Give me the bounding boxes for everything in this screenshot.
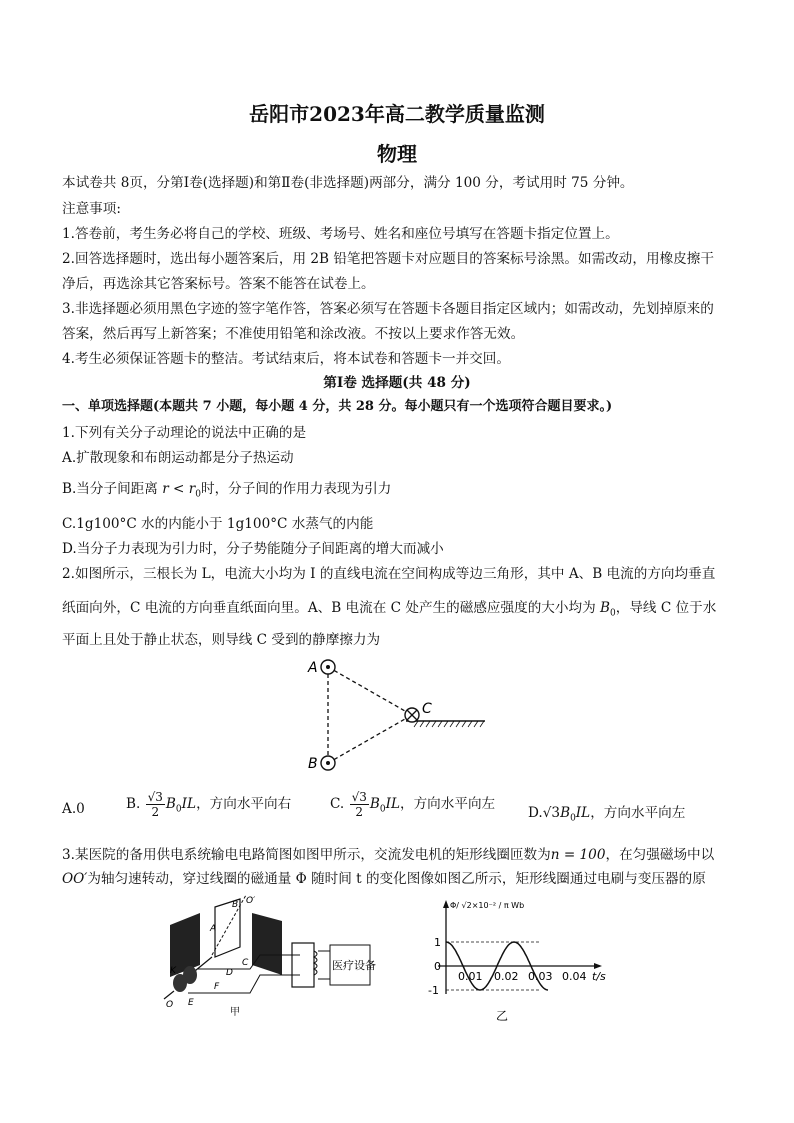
note-2a: 2.回答选择题时，选出每小题答案后，用 2B 铅笔把答题卡对应题目的答案标号涂黑。如需改动，用橡皮擦干 xyxy=(62,251,714,267)
x-tick-004: 0.04 xyxy=(562,970,587,983)
q3-generator-figure xyxy=(160,895,400,1020)
note-3a: 3.非选择题必须用黑色字迹的签字笔作答，答案必须写在答题卡各题目指定区域内；如需改动，先划掉原来的 xyxy=(62,301,714,317)
q1-stem: 1.下列有关分子动理论的说法中正确的是 xyxy=(62,425,307,441)
x-tick-002: 0.02 xyxy=(494,970,519,983)
q3-line-2 xyxy=(62,870,706,888)
label-d: D xyxy=(226,968,233,978)
side-bc xyxy=(328,715,412,763)
q2-b-post: ，方向水平向右 xyxy=(196,796,292,812)
q1-option-c: C.1g100°C 水的内能小于 1g100°C 水蒸气的内能 xyxy=(62,516,374,532)
caption-yi: 乙 xyxy=(496,1009,509,1023)
x-tick-003: 0.03 xyxy=(528,970,553,983)
x-axis-label: t/s xyxy=(592,970,606,983)
q2-option-a: A.0 xyxy=(62,801,85,817)
note-1: 1.答卷前，考生务必将自己的学校、班级、考场号、姓名和座位号填写在答题卡指定位置上。 xyxy=(62,226,619,242)
label-o: O xyxy=(166,1000,174,1010)
label-o-prime: O′ xyxy=(246,896,256,906)
q2-line-3: 平面上且处于静止状态，则导线 C 受到的静摩擦力为 xyxy=(62,632,381,648)
q3-line-2-post: 为轴匀速转动，穿过线圈的磁通量 Φ 随时间 t 的变化图像如图乙所示，矩形线圈通过电刷与变压器的原 xyxy=(87,871,706,887)
q2-c-post: ，方向水平向左 xyxy=(400,796,496,812)
medical-device-label: 医疗设备 xyxy=(332,959,376,972)
q1-option-d: D.当分子力表现为引力时，分子势能随分子间距离的增大而减小 xyxy=(62,541,444,557)
q2-option-b: B. $\frac{√3}{2}$ $B_0IL$，方向水平向右 xyxy=(126,790,292,819)
note-4: 4.考生必须保证答题卡的整洁。考试结束后，将本试卷和答题卡一并交回。 xyxy=(62,351,510,367)
q3-flux-graph xyxy=(410,898,610,1028)
y-axis-label: Φ/ √2×10⁻² / π Wb xyxy=(450,901,525,910)
note-3b: 答案，然后再写上新答案；不准使用铅笔和涂改液。不按以上要求作答无效。 xyxy=(62,326,525,342)
q1-b-pre: B.当分子间距离 xyxy=(62,481,158,497)
exam-title: 岳阳市2023年高二教学质量监测 xyxy=(249,102,545,126)
label-a: A xyxy=(308,660,318,676)
q3-n: n = 100 xyxy=(550,847,606,863)
intro-line: 本试卷共 8页，分第Ⅰ卷(选择题)和第Ⅱ卷(非选择题)两部分，满分 100 分，考试用时 75 分钟。 xyxy=(62,175,634,191)
label-a: A xyxy=(210,924,217,934)
q2-line-2: 纸面向外，C 电流的方向垂直纸面向里。A、B 电流在 C 处产生的磁感应强度的大小均为 $B_0$，导线 C 位于水 xyxy=(62,600,717,619)
label-b: B xyxy=(308,756,318,772)
notes-heading: 注意事项: xyxy=(62,201,121,217)
q2-option-c: C. $\frac{√3}{2}$ $B_0IL$，方向水平向左 xyxy=(330,790,496,819)
section-heading: 一、单项选择题(本题共 7 小题，每小题 4 分，共 28 分。每小题只有一个选项符合题目要求。) xyxy=(62,399,613,414)
subject-title: 物理 xyxy=(377,142,417,166)
q2-line-1: 2.如图所示，三根长为 L，电流大小均为 I 的直线电流在空间构成等边三角形，其中 A、B 电流的方向均垂直 xyxy=(62,566,716,582)
q2-b-pre: B. xyxy=(126,796,141,812)
q1-b-post: 时，分子间的作用力表现为引力 xyxy=(200,481,392,497)
transformer-core xyxy=(292,943,314,987)
y-tick-0: 0 xyxy=(434,960,441,973)
side-ac xyxy=(328,667,412,715)
q2-line-2-post: ，导线 C 位于水 xyxy=(615,600,717,616)
label-k: K xyxy=(170,966,176,976)
q2-option-d: $D.√3B_0IL$，方向水平向左 xyxy=(528,805,686,824)
x-tick-001: 0.01 xyxy=(458,970,483,983)
y-tick-1: 1 xyxy=(434,936,441,949)
magnet-s xyxy=(252,913,282,975)
label-b: B xyxy=(232,900,239,910)
caption-jia: 甲 xyxy=(230,1007,240,1018)
q3-axis: OO′ xyxy=(62,871,88,887)
note-2b: 净后，再选涂其它答案标号。答案不能答在试卷上。 xyxy=(62,276,375,292)
y-tick-neg1: -1 xyxy=(428,984,439,997)
q2-line-2-pre: 纸面向外，C 电流的方向垂直纸面向里。A、B 电流在 C 处产生的磁感应强度的大小均为 xyxy=(62,600,596,616)
q3-line-1-pre: 3.某医院的备用供电系统输电电路简图如图甲所示，交流发电机的矩形线圈匝数为 xyxy=(62,847,551,863)
q2-triangle-figure xyxy=(300,655,495,775)
label-c: C xyxy=(242,958,249,968)
q3-line-1 xyxy=(62,846,714,864)
q2-d-pre: D. xyxy=(528,805,543,821)
q1-option-b: B.当分子间距离 $r < r_0$时，分子间的作用力表现为引力 xyxy=(62,481,392,500)
slip-ring-2 xyxy=(173,974,187,992)
q2-d-post: ，方向水平向左 xyxy=(590,805,686,821)
q1-option-a: A.扩散现象和布朗运动都是分子热运动 xyxy=(62,450,294,466)
part-title: 第Ⅰ卷 选择题(共 48 分) xyxy=(323,375,471,391)
q3-line-1-post: ，在匀强磁场中以 xyxy=(605,847,715,863)
label-c: C xyxy=(422,701,432,717)
label-e: E xyxy=(188,998,194,1008)
label-f: F xyxy=(214,982,220,992)
q2-c-pre: C. xyxy=(330,796,345,812)
